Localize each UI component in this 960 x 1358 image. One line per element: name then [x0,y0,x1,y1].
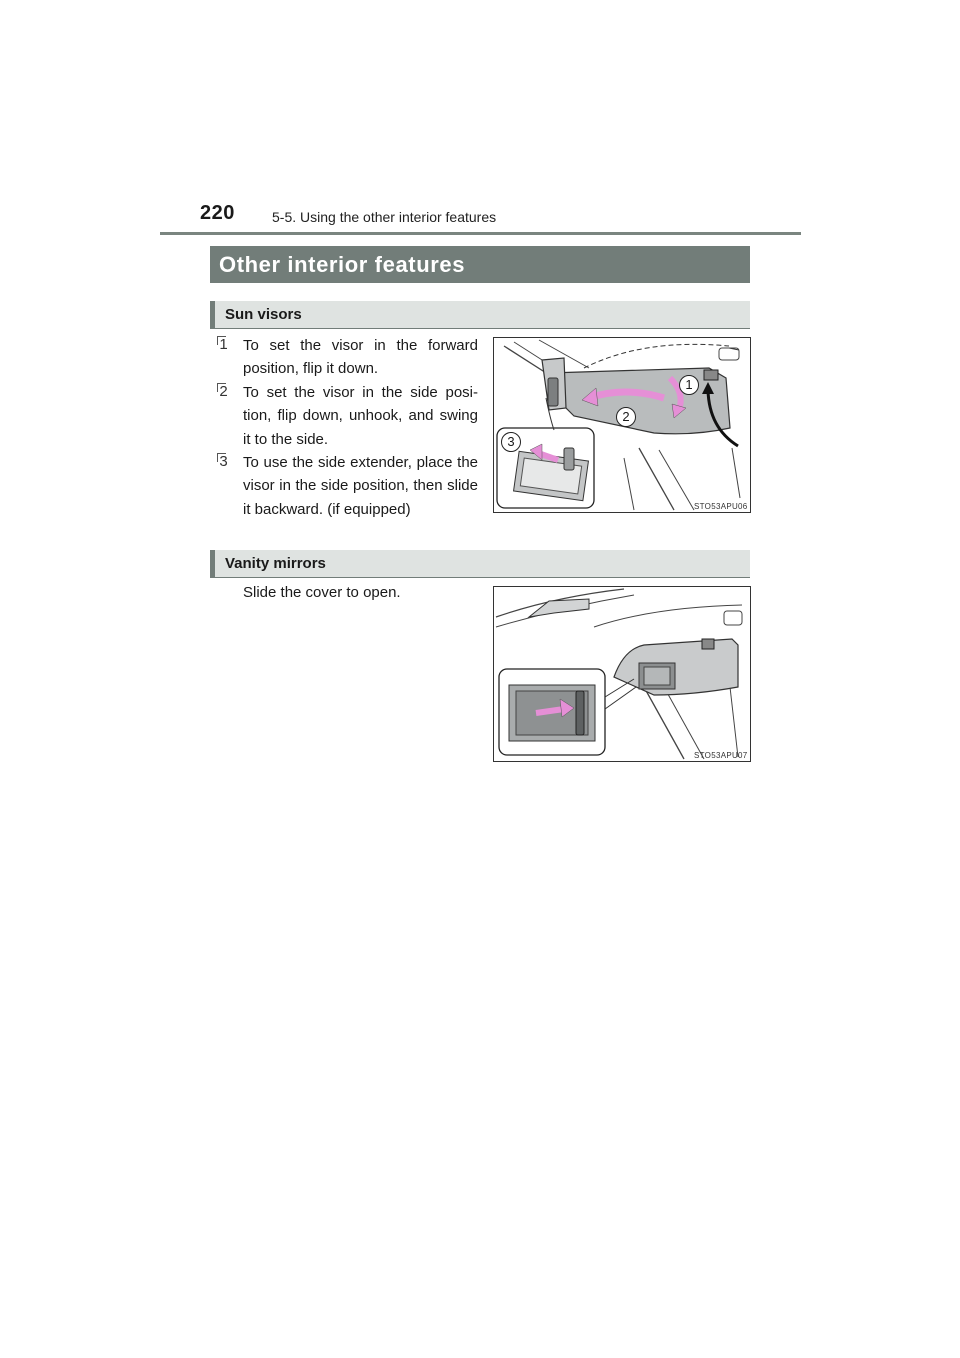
step-text: To set the visor in the side posi-tion, flip down, unhook, and swing it to the side. [243,384,478,448]
running-head: 5-5. Using the other interior features [272,209,497,225]
step-number: 3 [217,453,230,471]
section-title: Other interior features [210,246,750,283]
sun-visor-illustration [493,337,751,513]
vanity-mirror-drawing [494,587,750,761]
callout-1: 1 [679,375,699,395]
step-number: 2 [217,383,230,401]
step-text: To set the visor in the forward position, flip it down. [243,337,478,378]
figure-code: STO53APU06 [694,502,748,511]
step-text: To use the side extender, place the visor in the side position, then slide it backward. (if equipped) [243,454,478,518]
vanity-mirror-text: Slide the cover to open. [243,584,401,601]
header-rule [160,232,801,235]
subhead-rule [210,577,750,578]
subhead-rule [210,328,750,329]
page-number: 220 [200,202,235,224]
figure-code: STO53APU07 [694,751,748,760]
callout-3: 3 [501,432,521,452]
step-number: 1 [217,336,230,354]
subhead-vanity-mirrors: Vanity mirrors [210,550,750,577]
subhead-sun-visors: Sun visors [210,301,750,328]
vanity-mirror-illustration [493,586,751,762]
callout-2: 2 [616,407,636,427]
